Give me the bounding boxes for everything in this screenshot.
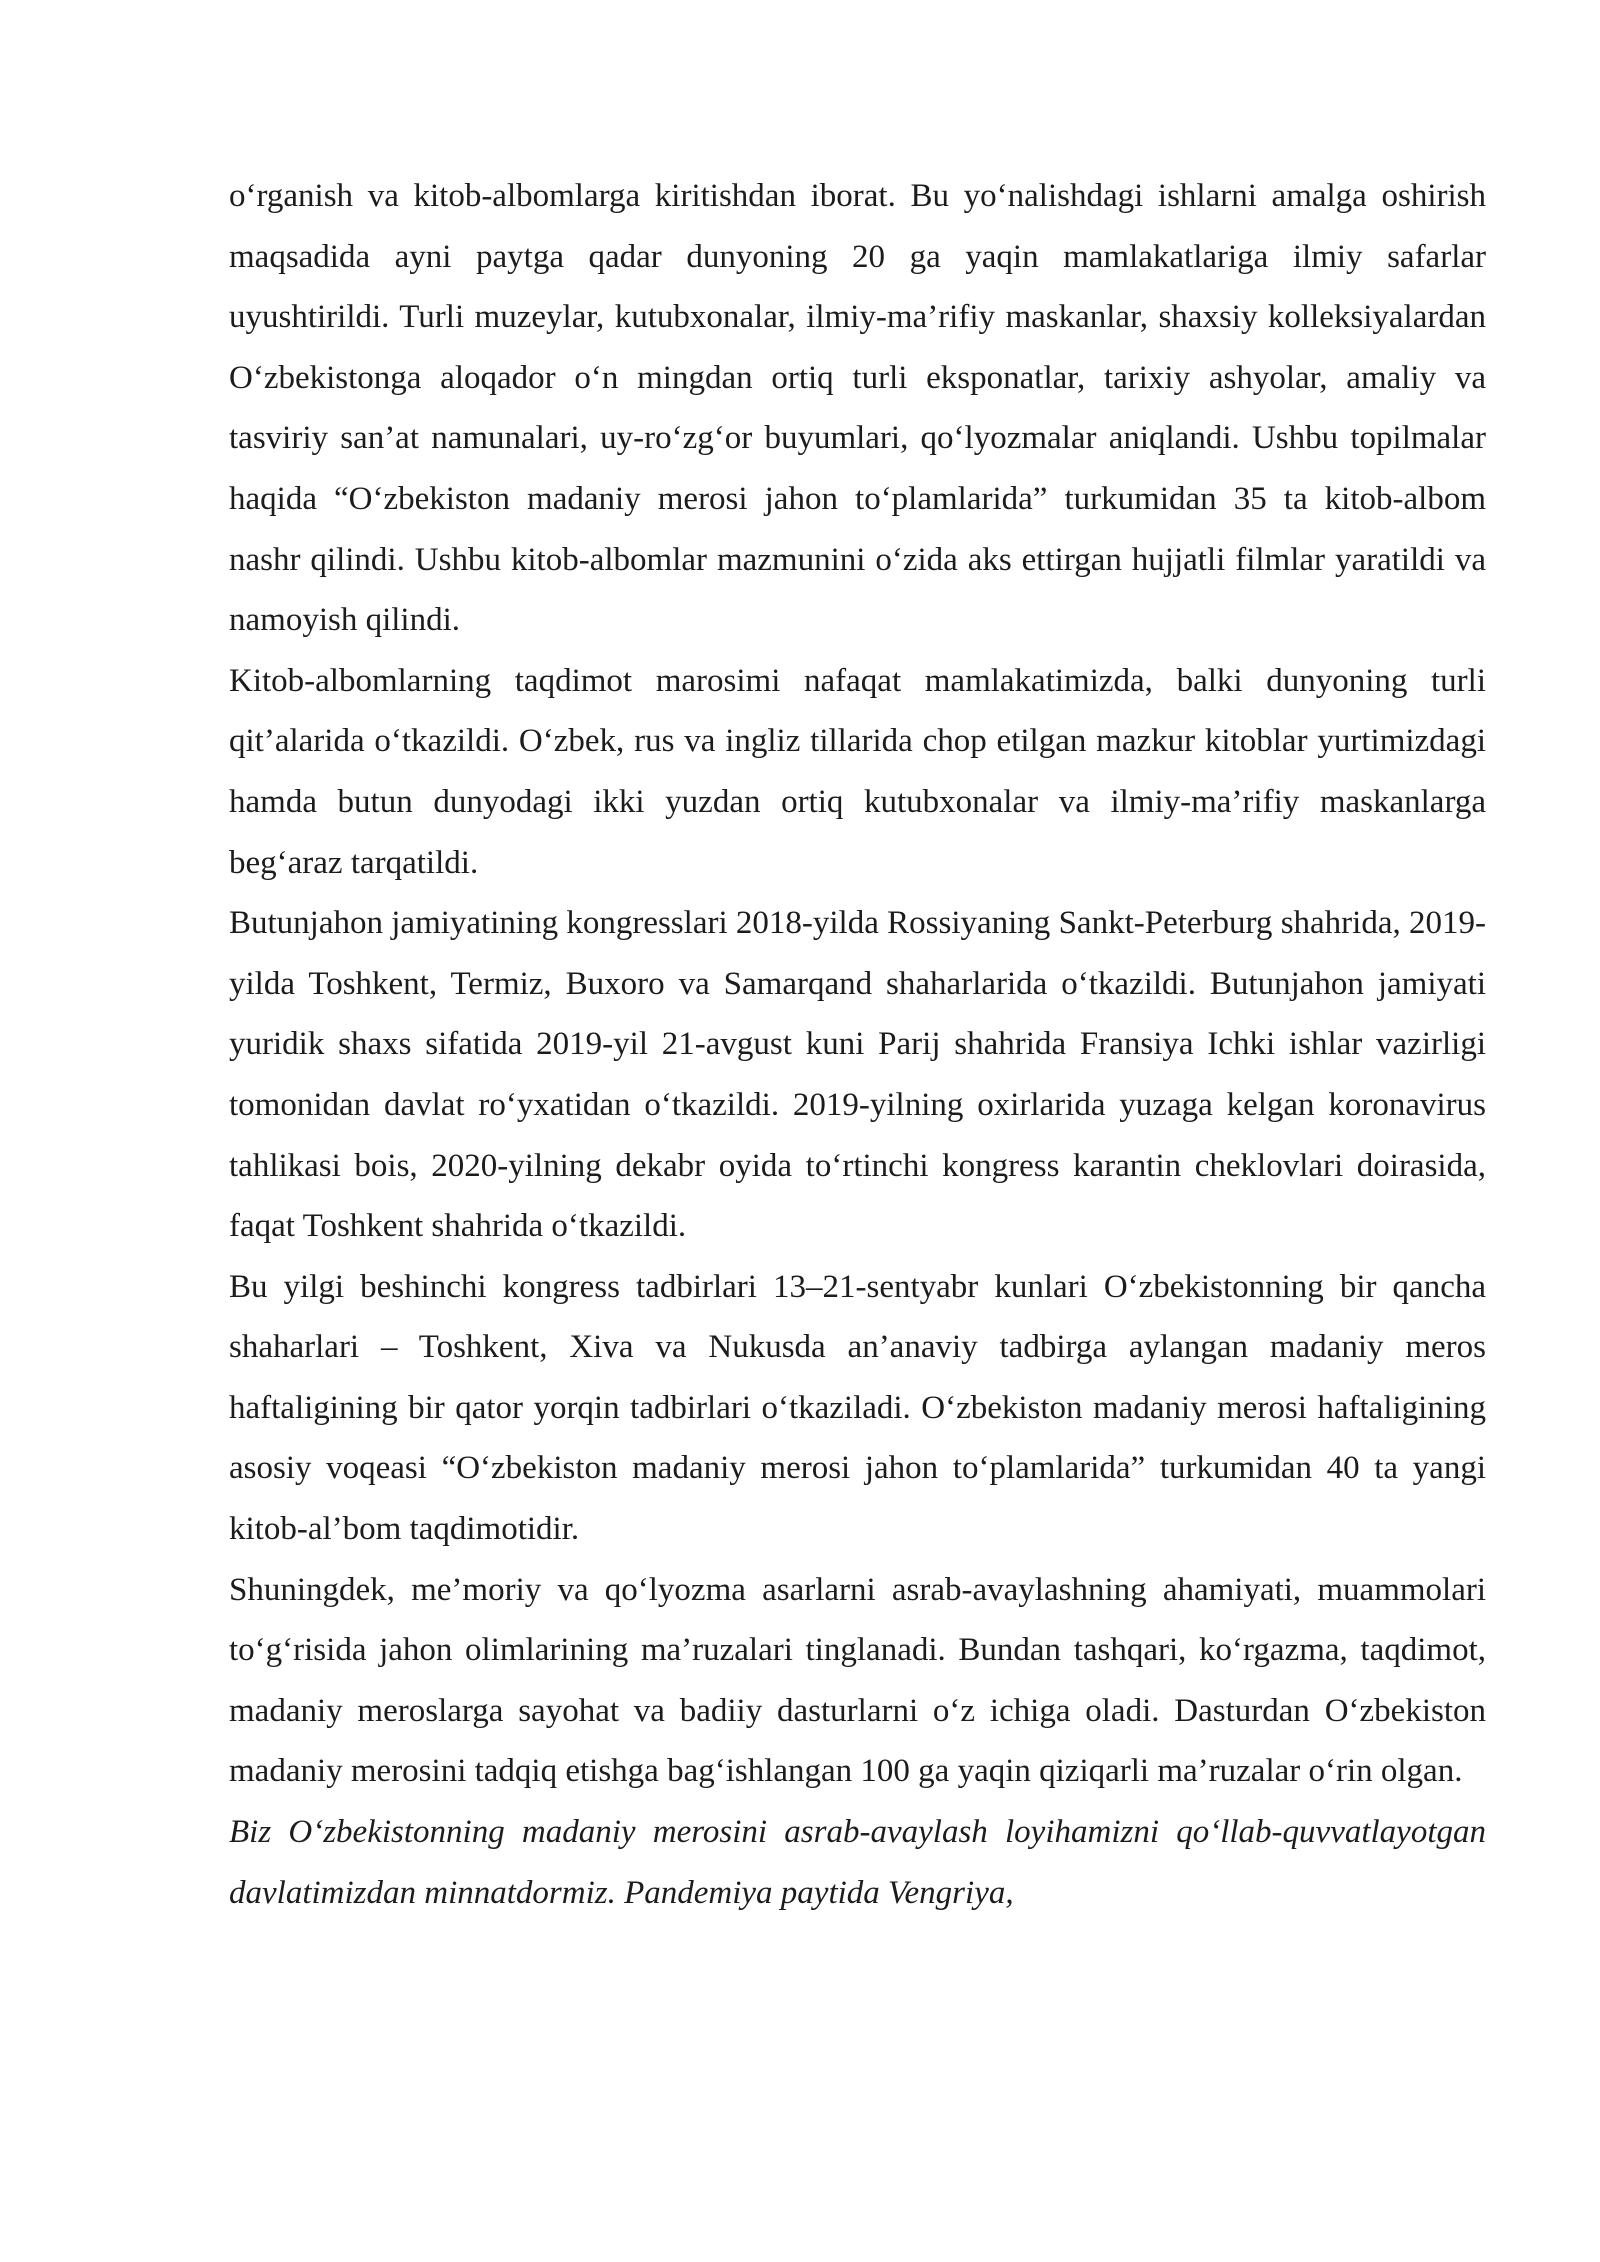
paragraph-gratitude: Biz O‘zbekistonning madaniy merosini asrab-avaylash loyihamizni qo‘llab-quvvatlayotgan davlatimizdan minnatdormiz. Pandemiya paytida Vengriya, — [229, 1814, 1486, 1911]
document-body — [229, 166, 1486, 1923]
paragraph-research-expeditions: o‘rganish va kitob-albomlarga kiritishdan iborat. Bu yo‘nalishdagi ishlarni amalga oshirish maqsadida ayni paytga qadar dunyoning 20 ga yaqin mamlakatlariga ilmiy safarlar uyushtirildi. Turli muzeylar, kutubxonalar, ilmiy-ma’rifiy maskanlar, shaxsiy kolleksiyalardan O‘zbekistonga aloqador o‘n mingdan ortiq turli eksponatlar, tarixiy ashyolar, amaliy va tasviriy san’at namunalari, uy-ro‘zg‘or buyumlari, qo‘lyozmalar aniqlandi. Ushbu topilmalar haqida “O‘zbekiston madaniy merosi jahon to‘plamlarida” turkumidan 35 ta kitob-albom nashr qilindi. Ushbu kitob-albomlar mazmunini o‘zida aks ettirgan hujjatli filmlar yaratildi va namoyish qilindi. — [229, 178, 1486, 639]
paragraph-congresses: Butunjahon jamiyatining kongresslari 2018-yilda Rossiyaning Sankt-Peterburg shahrida, 2019-yilda Toshkent, Termiz, Buxoro va Samarqand shaharlarida o‘tkazildi. Butunjahon jamiyati yuridik shaxs sifatida 2019-yil 21-avgust kuni Parij shahrida Fransiya Ichki ishlar vazirligi tomonidan davlat ro‘yxatidan o‘tkazildi. 2019-yilning oxirlarida yuzaga kelgan koronavirus tahlikasi bois, 2020-yilning dekabr oyida to‘rtinchi kongress karantin cheklovlari doirasida, faqat Toshkent shahrida o‘tkazildi. — [229, 905, 1486, 1245]
paragraph-book-presentations: Kitob-albomlarning taqdimot marosimi nafaqat mamlakatimizda, balki dunyoning turli qit’alarida o‘tkazildi. O‘zbek, rus va ingliz tillarida chop etilgan mazkur kitoblar yurtimizdagi hamda butun dunyodagi ikki yuzdan ortiq kutubxonalar va ilmiy-ma’rifiy maskanlarga beg‘araz tarqatildi. — [229, 662, 1486, 881]
paragraph-program: Shuningdek, me’moriy va qo‘lyozma asarlarni asrab-avaylashning ahamiyati, muammolari to‘g‘risida jahon olimlarining ma’ruzalari tinglanadi. Bundan tashqari, ko‘rgazma, taqdimot, madaniy meroslarga sayohat va badiiy dasturlarni o‘z ichiga oladi. Dasturdan O‘zbekiston madaniy merosini tadqiq etishga bag‘ishlangan 100 ga yaqin qiziqarli ma’ruzalar o‘rin olgan. — [229, 1571, 1486, 1790]
paragraph-fifth-congress: Bu yilgi beshinchi kongress tadbirlari 13–21-sentyabr kunlari O‘zbekistonning bir qancha shaharlari – Toshkent, Xiva va Nukusda an’anaviy tadbirga aylangan madaniy meros haftaligining bir qator yorqin tadbirlari o‘tkaziladi. O‘zbekiston madaniy merosi haftaligining asosiy voqeasi “O‘zbekiston madaniy merosi jahon to‘plamlarida” turkumidan 40 ta yangi kitob-al’bom taqdimotidir. — [229, 1268, 1486, 1548]
